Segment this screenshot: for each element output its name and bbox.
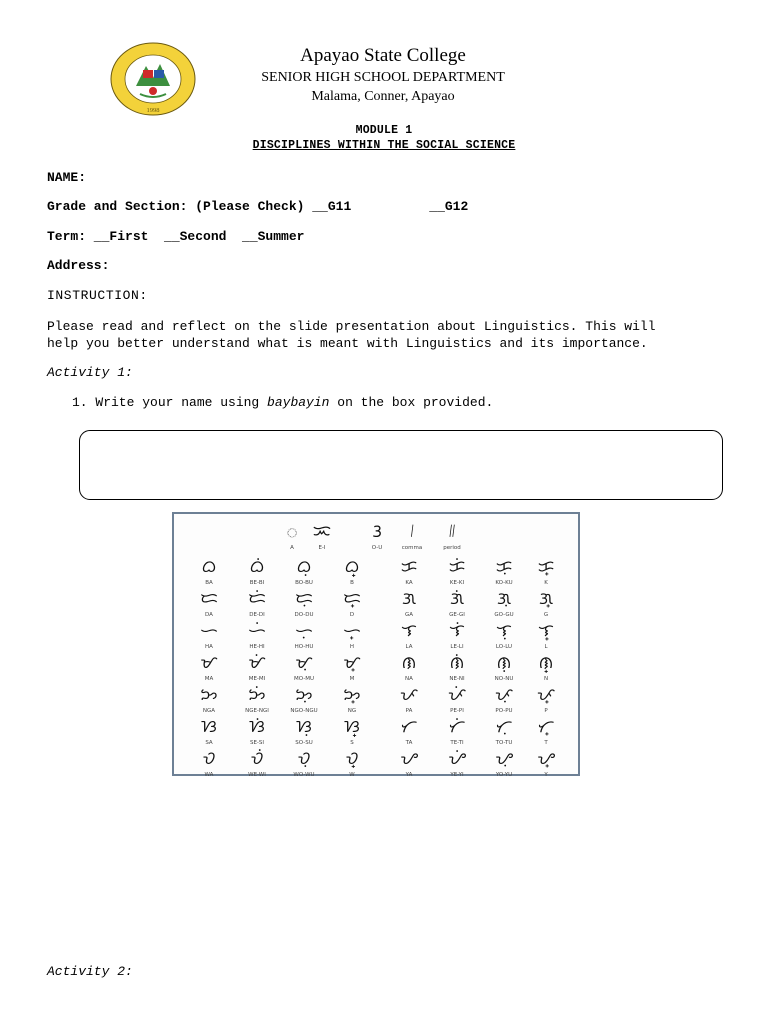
baybayin-glyph: ᜉ [399,685,419,705]
baybayin-glyph: ᜃ [400,557,418,577]
baybayin-label: NG [347,708,357,714]
baybayin-chart [172,512,580,776]
item-suffix: on the box provided. [329,395,494,410]
baybayin-label: comma [401,545,423,551]
baybayin-glyph: ᜇᜒ [248,589,266,609]
baybayin-glyph: ᜋ [200,653,218,673]
activity-1-item [72,395,493,410]
baybayin-glyph: ᜎᜓ [496,621,512,641]
baybayin-glyph: ᜶ [448,521,456,542]
term-field: Term: __First __Second __Summer [47,229,305,244]
baybayin-glyph: ᜆ [400,717,418,737]
baybayin-label: YO-YU [495,772,513,778]
baybayin-glyph: ᜈ᜔ [538,653,554,673]
name-answer-box[interactable] [79,430,723,500]
module-subject: DISCIPLINES WITHIN THE SOCIAL SCIENCE [252,139,516,152]
baybayin-glyph: ᜀ [286,521,298,542]
baybayin-label: MA [204,676,214,682]
baybayin-glyph: ᜐᜒ [249,717,265,737]
baybayin-label: KE-KI [449,580,465,586]
baybayin-chart-svg [174,514,578,778]
baybayin-glyph: ᜐ [201,717,217,737]
baybayin-glyph: ᜵ [409,521,415,542]
baybayin-label: P [544,708,548,714]
baybayin-label: KA [405,580,413,586]
baybayin-label: WE-WI [248,772,266,778]
baybayin-label: DE-DI [249,612,265,618]
baybayin-label: E-I [318,545,326,551]
baybayin-label: PA [405,708,413,714]
baybayin-label: TE-TI [450,740,464,746]
baybayin-glyph: ᜉ᜔ [536,685,556,705]
college-name: Apayao State College [300,45,466,66]
baybayin-label: YA [405,772,413,778]
baybayin-glyph: ᜉᜒ [447,685,467,705]
baybayin-glyph: ᜌᜒ [448,749,466,769]
baybayin-label: period [443,545,461,551]
baybayin-glyph: ᜋᜓ [295,653,313,673]
baybayin-glyph: ᜏ᜔ [345,749,359,769]
baybayin-glyph: ᜐ᜔ [344,717,360,737]
instruction-rest: NSTRUCTION: [55,288,148,303]
baybayin-glyph: ᜆ᜔ [537,717,555,737]
baybayin-label: NGE-NGI [245,708,269,714]
baybayin-glyph: ᜅ [200,685,218,705]
baybayin-glyph: ᜏᜒ [250,749,264,769]
baybayin-glyph: ᜄ᜔ [538,589,554,609]
baybayin-label: SA [205,740,213,746]
baybayin-label: NGO-NGU [290,708,318,714]
baybayin-glyph: ᜎᜒ [449,621,465,641]
baybayin-label: S [350,740,354,746]
baybayin-label: ME-MI [248,676,266,682]
baybayin-glyph: ᜌᜓ [495,749,513,769]
baybayin-label: NGA [202,708,216,714]
baybayin-glyph: ᜉᜓ [494,685,514,705]
baybayin-label: MO-MU [294,676,314,682]
baybayin-glyph: ᜋᜒ [248,653,266,673]
baybayin-label: HA [205,644,213,650]
baybayin-glyph: ᜏᜓ [297,749,311,769]
baybayin-glyph: ᜐᜓ [296,717,312,737]
baybayin-label: BE-BI [249,580,265,586]
baybayin-glyph: ᜑ [200,621,218,641]
baybayin-label: PO-PU [495,708,513,714]
baybayin-glyph: ᜌ [400,749,418,769]
baybayin-glyph: ᜂ [372,521,382,542]
baybayin-label: DO-DU [294,612,314,618]
baybayin-label: GA [404,612,414,618]
baybayin-glyph: ᜊ᜔ [344,557,360,577]
baybayin-label: YE-YI [450,772,464,778]
baybayin-label: Y [544,772,548,778]
baybayin-label: LA [405,644,413,650]
baybayin-label: NA [405,676,413,682]
baybayin-label: SE-SI [249,740,265,746]
instruction-heading [47,288,148,303]
baybayin-label: BO-BU [295,580,313,586]
baybayin-glyph: ᜋ᜔ [343,653,361,673]
baybayin-label: G [543,612,549,618]
baybayin-glyph: ᜆᜒ [448,717,466,737]
baybayin-glyph: ᜄ [401,589,417,609]
baybayin-label: GE-GI [449,612,465,618]
baybayin-label: B [350,580,354,586]
baybayin-glyph: ᜎ [401,621,417,641]
baybayin-label: N [543,676,549,682]
baybayin-label: PE-PI [450,708,464,714]
baybayin-label: K [544,580,548,586]
activity-2-title: Activity 2: [47,964,133,979]
baybayin-label: WA [204,772,214,778]
item-emphasis: baybayin [267,395,330,410]
baybayin-label: L [544,644,548,650]
baybayin-glyph: ᜎ᜔ [538,621,554,641]
baybayin-glyph: ᜑᜓ [295,621,313,641]
logo-year: 1998 [146,107,160,114]
college-logo [110,42,196,116]
baybayin-label: TO-TU [495,740,513,746]
baybayin-label: TA [405,740,413,746]
baybayin-glyph: ᜑ᜔ [343,621,361,641]
instruction-paragraph [47,318,737,352]
baybayin-glyph: ᜅ᜔ [343,685,361,705]
item-prefix: 1. Write your name using [72,395,268,410]
paragraph-line-2: help you better understand what is meant with Linguistics and its importance. [47,336,648,351]
baybayin-label: H [349,644,355,650]
baybayin-glyph: ᜏ [202,749,216,769]
name-field: NAME: [47,170,87,185]
baybayin-label: NE-NI [449,676,465,682]
baybayin-glyph: ᜑᜒ [248,621,266,641]
baybayin-glyph: ᜄᜓ [496,589,512,609]
baybayin-glyph: ᜈᜒ [449,653,465,673]
baybayin-glyph: ᜄᜒ [449,589,465,609]
college-address: Malama, Conner, Apayao [311,89,455,104]
baybayin-glyph: ᜃᜓ [495,557,513,577]
baybayin-label: D [349,612,355,618]
baybayin-glyph: ᜁ [312,521,332,542]
address-field: Address: [47,258,110,273]
baybayin-glyph: ᜇ [200,589,218,609]
baybayin-glyph: ᜅᜓ [295,685,313,705]
baybayin-glyph: ᜊᜒ [249,557,265,577]
baybayin-label: DA [205,612,213,618]
baybayin-label: NO-NU [494,676,514,682]
paragraph-line-1: Please read and reflect on the slide presentation about Linguistics. This will [47,319,656,334]
baybayin-glyph: ᜃ᜔ [537,557,555,577]
baybayin-label: HE-HI [249,644,265,650]
baybayin-glyph: ᜊᜓ [296,557,312,577]
baybayin-label: LO-LU [495,644,513,650]
baybayin-label: T [544,740,548,746]
baybayin-label: A [290,545,294,551]
baybayin-glyph: ᜈᜓ [496,653,512,673]
baybayin-glyph: ᜈ [401,653,417,673]
baybayin-label: KO-KU [495,580,513,586]
baybayin-glyph: ᜃᜒ [448,557,466,577]
baybayin-label: M [349,676,355,682]
baybayin-label: O-U [371,545,383,551]
college-seal-icon [110,42,196,116]
instruction-first-letter: I [47,288,56,303]
department-name: SENIOR HIGH SCHOOL DEPARTMENT [261,70,505,85]
activity-1-title: Activity 1: [47,365,133,380]
baybayin-glyph: ᜅᜒ [248,685,266,705]
grade-section-field: Grade and Section: (Please Check) __G11 __G12 [47,199,469,214]
baybayin-label: GO-GU [494,612,514,618]
baybayin-label: HO-HU [294,644,314,650]
baybayin-label: BA [205,580,213,586]
baybayin-glyph: ᜇ᜔ [343,589,361,609]
baybayin-label: SO-SU [295,740,313,746]
baybayin-label: WO-WU [293,772,315,778]
baybayin-label: W [349,772,355,778]
baybayin-label: LE-LI [450,644,464,650]
baybayin-glyph: ᜇᜓ [295,589,313,609]
baybayin-glyph: ᜊ [201,557,217,577]
module-number: MODULE 1 [355,124,413,137]
baybayin-glyph: ᜌ᜔ [537,749,555,769]
baybayin-glyph: ᜆᜓ [495,717,513,737]
